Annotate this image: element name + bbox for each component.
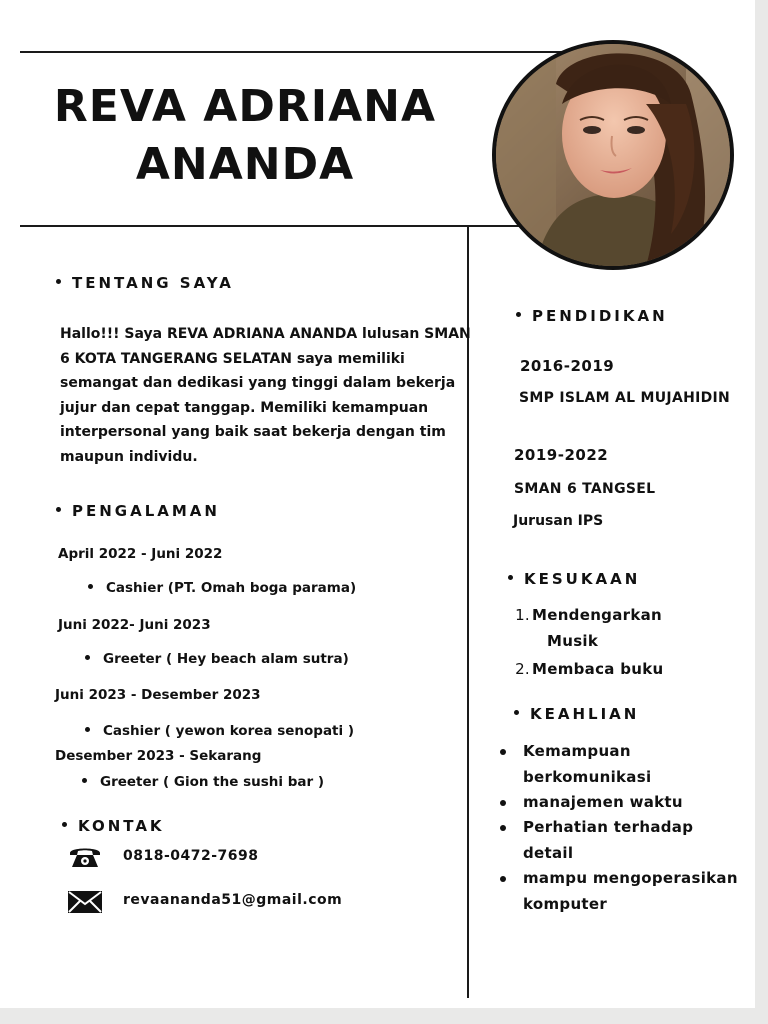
skill-item [500, 815, 693, 866]
top-divider [20, 51, 580, 53]
hobby-text: Membaca buku [532, 660, 664, 678]
about-line: Hallo!!! Saya REVA ADRIANA ANANDA lulusan SMAN [60, 326, 471, 342]
skill-text: Perhatian terhadap [523, 818, 694, 836]
experience-role: Greeter ( Hey beach alam sutra) [85, 651, 349, 667]
education-school: SMP ISLAM AL MUJAHIDIN [519, 390, 731, 406]
envelope-icon [67, 890, 103, 918]
education-years: 2016-2019 [520, 357, 615, 375]
experience-heading: PENGALAMAN [56, 502, 220, 520]
experience-role: Greeter ( Gion the sushi bar ) [82, 774, 324, 790]
skill-text: mampu mengoperasikan [523, 869, 738, 887]
skill-item [500, 739, 651, 790]
bullet-icon [516, 312, 521, 317]
about-line: maupun individu. [60, 448, 198, 465]
name-line-1: REVA ADRIANA [53, 81, 437, 132]
about-line: semangat dan dedikasi yang tinggi dalam bekerja [60, 375, 456, 391]
experience-period: April 2022 - Juni 2022 [58, 546, 223, 562]
about-heading: TENTANG SAYA [56, 274, 234, 292]
hobby-number: 1. [515, 606, 530, 624]
full-name [30, 78, 460, 194]
skill-text: komputer [523, 894, 608, 913]
bullet-icon [514, 710, 519, 715]
skill-item [500, 866, 738, 917]
hobbies-heading: KESUKAAN [508, 570, 640, 588]
hobby-number: 2. [515, 660, 530, 678]
telephone-icon [68, 845, 102, 873]
about-line: 6 KOTA TANGERANG SELATAN saya memiliki [60, 350, 405, 367]
bullet-icon [500, 876, 506, 882]
skill-text: manajemen waktu [523, 793, 683, 811]
experience-period: Desember 2023 - Sekarang [55, 748, 262, 764]
experience-role: Cashier (PT. Omah boga parama) [88, 580, 356, 596]
experience-period: Juni 2022- Juni 2023 [58, 617, 211, 633]
hobby-text: Musik [547, 632, 599, 650]
bullet-icon [56, 507, 61, 512]
skills-heading: KEAHLIAN [514, 705, 639, 723]
experience-period: Juni 2023 - Desember 2023 [55, 687, 261, 703]
experience-role: Cashier ( yewon korea senopati ) [85, 723, 354, 739]
phone-number[interactable]: 0818-0472-7698 [123, 848, 259, 864]
education-heading: PENDIDIKAN [516, 307, 668, 325]
hobby-text: Mendengarkan [532, 606, 663, 624]
skill-item [500, 790, 683, 816]
bullet-icon [508, 575, 513, 580]
education-major: Jurusan IPS [513, 513, 604, 529]
portrait-image [496, 44, 730, 266]
header-divider [20, 225, 520, 227]
email-address[interactable]: revaananda51@gmail.com [123, 892, 343, 908]
bullet-icon [500, 800, 506, 806]
contact-heading: KONTAK [62, 817, 165, 835]
skill-text: berkomunikasi [523, 767, 652, 786]
bullet-icon [500, 825, 506, 831]
about-text [60, 322, 470, 469]
about-line: interpersonal yang baik saat bekerja dengan tim [60, 424, 446, 440]
education-school: SMAN 6 TANGSEL [514, 481, 656, 497]
skill-text: detail [523, 843, 574, 862]
about-line: jujur dan cepat tanggap. Memiliki kemampuan [60, 399, 429, 416]
education-years: 2019-2022 [514, 446, 609, 464]
bullet-icon [62, 822, 67, 827]
hobby-item [510, 602, 662, 654]
name-line-2: ANANDA [135, 139, 355, 190]
bullet-icon [500, 749, 506, 755]
bullet-icon [56, 279, 61, 284]
hobby-item [510, 656, 664, 682]
skill-text: Kemampuan [523, 742, 631, 760]
profile-photo [492, 40, 734, 270]
